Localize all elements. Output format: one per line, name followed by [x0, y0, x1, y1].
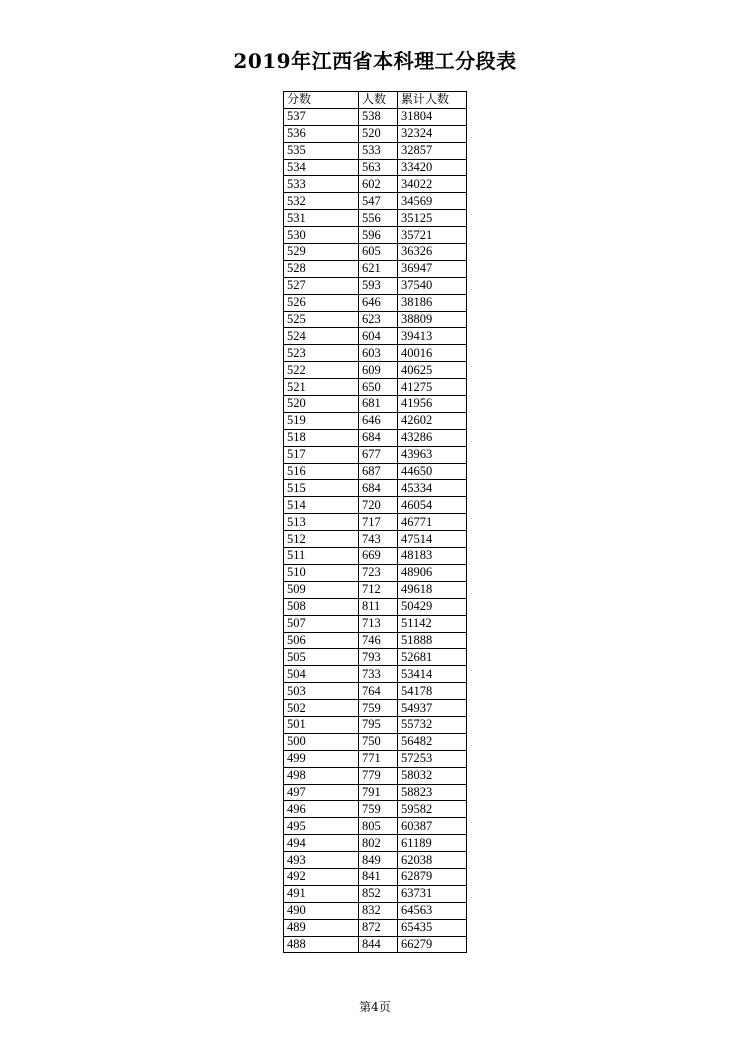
cell-score: 505 [284, 649, 359, 666]
cell-score: 496 [284, 801, 359, 818]
table-row [284, 193, 467, 210]
cell-cumulative: 41275 [398, 379, 467, 396]
table-row [284, 581, 467, 598]
cell-count: 604 [359, 328, 398, 345]
cell-count: 805 [359, 818, 398, 835]
cell-count: 746 [359, 632, 398, 649]
table-row [284, 514, 467, 531]
cell-cumulative: 65435 [398, 919, 467, 936]
cell-score: 506 [284, 632, 359, 649]
cell-score: 492 [284, 868, 359, 885]
table-row [284, 480, 467, 497]
cell-score: 527 [284, 277, 359, 294]
cell-count: 596 [359, 227, 398, 244]
cell-cumulative: 34022 [398, 176, 467, 193]
score-distribution-table [283, 91, 467, 953]
cell-count: 605 [359, 244, 398, 261]
cell-score: 528 [284, 260, 359, 277]
column-header-score: 分数 [284, 92, 359, 109]
cell-count: 669 [359, 548, 398, 565]
cell-score: 512 [284, 531, 359, 548]
table-row [284, 446, 467, 463]
cell-score: 531 [284, 210, 359, 227]
cell-cumulative: 48183 [398, 548, 467, 565]
cell-count: 841 [359, 868, 398, 885]
table-row [284, 531, 467, 548]
cell-cumulative: 37540 [398, 277, 467, 294]
cell-count: 556 [359, 210, 398, 227]
cell-score: 518 [284, 429, 359, 446]
cell-count: 609 [359, 362, 398, 379]
table-row [284, 548, 467, 565]
cell-cumulative: 43963 [398, 446, 467, 463]
table-row [284, 835, 467, 852]
cell-score: 534 [284, 159, 359, 176]
table-row [284, 260, 467, 277]
table-row [284, 497, 467, 514]
cell-cumulative: 56482 [398, 733, 467, 750]
table-row [284, 362, 467, 379]
cell-score: 526 [284, 294, 359, 311]
column-header-cumulative: 累计人数 [398, 92, 467, 109]
cell-count: 733 [359, 666, 398, 683]
table-row [284, 328, 467, 345]
cell-cumulative: 36326 [398, 244, 467, 261]
cell-count: 811 [359, 598, 398, 615]
table-row [284, 379, 467, 396]
table-row [284, 868, 467, 885]
cell-score: 525 [284, 311, 359, 328]
cell-count: 538 [359, 108, 398, 125]
cell-count: 602 [359, 176, 398, 193]
table-header-row [284, 92, 467, 109]
cell-cumulative: 32324 [398, 125, 467, 142]
cell-cumulative: 38186 [398, 294, 467, 311]
cell-score: 524 [284, 328, 359, 345]
cell-cumulative: 46054 [398, 497, 467, 514]
table-row [284, 159, 467, 176]
table-row [284, 666, 467, 683]
cell-cumulative: 59582 [398, 801, 467, 818]
cell-cumulative: 32857 [398, 142, 467, 159]
cell-cumulative: 54937 [398, 700, 467, 717]
cell-score: 521 [284, 379, 359, 396]
cell-count: 684 [359, 429, 398, 446]
cell-cumulative: 54178 [398, 683, 467, 700]
cell-cumulative: 53414 [398, 666, 467, 683]
cell-count: 684 [359, 480, 398, 497]
cell-score: 522 [284, 362, 359, 379]
table-row [284, 564, 467, 581]
table-row [284, 244, 467, 261]
cell-cumulative: 34569 [398, 193, 467, 210]
table-row [284, 818, 467, 835]
cell-score: 520 [284, 396, 359, 413]
cell-count: 603 [359, 345, 398, 362]
cell-count: 771 [359, 750, 398, 767]
cell-cumulative: 60387 [398, 818, 467, 835]
cell-cumulative: 58823 [398, 784, 467, 801]
cell-count: 759 [359, 700, 398, 717]
cell-cumulative: 51888 [398, 632, 467, 649]
cell-cumulative: 38809 [398, 311, 467, 328]
table-row [284, 784, 467, 801]
cell-count: 712 [359, 581, 398, 598]
cell-count: 832 [359, 902, 398, 919]
cell-cumulative: 43286 [398, 429, 467, 446]
table-row [284, 936, 467, 953]
cell-count: 650 [359, 379, 398, 396]
cell-cumulative: 40016 [398, 345, 467, 362]
cell-score: 536 [284, 125, 359, 142]
cell-cumulative: 57253 [398, 750, 467, 767]
cell-score: 513 [284, 514, 359, 531]
cell-cumulative: 35721 [398, 227, 467, 244]
cell-count: 713 [359, 615, 398, 632]
cell-score: 488 [284, 936, 359, 953]
cell-score: 494 [284, 835, 359, 852]
cell-count: 723 [359, 564, 398, 581]
cell-score: 489 [284, 919, 359, 936]
table-row [284, 902, 467, 919]
cell-score: 530 [284, 227, 359, 244]
cell-count: 621 [359, 260, 398, 277]
cell-count: 593 [359, 277, 398, 294]
cell-cumulative: 48906 [398, 564, 467, 581]
cell-score: 493 [284, 852, 359, 869]
table-row [284, 108, 467, 125]
cell-score: 504 [284, 666, 359, 683]
page-title: 2019年江西省本科理工分段表 [233, 49, 517, 73]
table-row [284, 632, 467, 649]
cell-score: 490 [284, 902, 359, 919]
cell-count: 849 [359, 852, 398, 869]
table-row [284, 615, 467, 632]
cell-score: 499 [284, 750, 359, 767]
table-row [284, 125, 467, 142]
table-row [284, 733, 467, 750]
cell-count: 802 [359, 835, 398, 852]
cell-count: 681 [359, 396, 398, 413]
cell-score: 517 [284, 446, 359, 463]
table-row [284, 750, 467, 767]
cell-score: 495 [284, 818, 359, 835]
cell-cumulative: 64563 [398, 902, 467, 919]
cell-score: 491 [284, 885, 359, 902]
cell-cumulative: 61189 [398, 835, 467, 852]
cell-cumulative: 40625 [398, 362, 467, 379]
cell-score: 533 [284, 176, 359, 193]
cell-score: 514 [284, 497, 359, 514]
cell-count: 791 [359, 784, 398, 801]
cell-cumulative: 41956 [398, 396, 467, 413]
cell-cumulative: 42602 [398, 412, 467, 429]
cell-cumulative: 39413 [398, 328, 467, 345]
cell-count: 646 [359, 412, 398, 429]
table-row [284, 683, 467, 700]
table-row [284, 463, 467, 480]
table-row [284, 767, 467, 784]
cell-score: 532 [284, 193, 359, 210]
cell-count: 717 [359, 514, 398, 531]
cell-score: 523 [284, 345, 359, 362]
cell-count: 623 [359, 311, 398, 328]
table-row [284, 210, 467, 227]
cell-score: 507 [284, 615, 359, 632]
table-row [284, 429, 467, 446]
cell-cumulative: 35125 [398, 210, 467, 227]
table-row [284, 176, 467, 193]
cell-cumulative: 33420 [398, 159, 467, 176]
table-row [284, 345, 467, 362]
cell-score: 502 [284, 700, 359, 717]
cell-cumulative: 31804 [398, 108, 467, 125]
cell-cumulative: 36947 [398, 260, 467, 277]
column-header-count: 人数 [359, 92, 398, 109]
cell-score: 515 [284, 480, 359, 497]
cell-score: 509 [284, 581, 359, 598]
cell-cumulative: 63731 [398, 885, 467, 902]
table-row [284, 142, 467, 159]
cell-count: 547 [359, 193, 398, 210]
table-row [284, 412, 467, 429]
cell-count: 793 [359, 649, 398, 666]
table-row [284, 396, 467, 413]
cell-count: 520 [359, 125, 398, 142]
cell-cumulative: 47514 [398, 531, 467, 548]
cell-count: 759 [359, 801, 398, 818]
cell-count: 533 [359, 142, 398, 159]
cell-count: 779 [359, 767, 398, 784]
cell-cumulative: 55732 [398, 716, 467, 733]
table-row [284, 227, 467, 244]
cell-count: 750 [359, 733, 398, 750]
cell-score: 508 [284, 598, 359, 615]
cell-score: 511 [284, 548, 359, 565]
cell-count: 743 [359, 531, 398, 548]
cell-cumulative: 66279 [398, 936, 467, 953]
cell-score: 537 [284, 108, 359, 125]
cell-score: 498 [284, 767, 359, 784]
cell-score: 510 [284, 564, 359, 581]
table-row [284, 716, 467, 733]
cell-score: 529 [284, 244, 359, 261]
cell-count: 720 [359, 497, 398, 514]
cell-score: 497 [284, 784, 359, 801]
table-row [284, 852, 467, 869]
cell-count: 677 [359, 446, 398, 463]
table-row [284, 801, 467, 818]
table-row [284, 919, 467, 936]
cell-cumulative: 58032 [398, 767, 467, 784]
cell-count: 872 [359, 919, 398, 936]
table-row [284, 700, 467, 717]
cell-cumulative: 52681 [398, 649, 467, 666]
table-row [284, 885, 467, 902]
cell-score: 501 [284, 716, 359, 733]
cell-cumulative: 51142 [398, 615, 467, 632]
cell-cumulative: 62879 [398, 868, 467, 885]
table-row [284, 294, 467, 311]
cell-cumulative: 45334 [398, 480, 467, 497]
cell-count: 795 [359, 716, 398, 733]
table-row [284, 598, 467, 615]
cell-cumulative: 50429 [398, 598, 467, 615]
cell-count: 764 [359, 683, 398, 700]
table-row [284, 277, 467, 294]
cell-cumulative: 62038 [398, 852, 467, 869]
cell-cumulative: 46771 [398, 514, 467, 531]
cell-score: 535 [284, 142, 359, 159]
cell-cumulative: 44650 [398, 463, 467, 480]
cell-score: 516 [284, 463, 359, 480]
cell-count: 646 [359, 294, 398, 311]
cell-score: 519 [284, 412, 359, 429]
table-row [284, 649, 467, 666]
cell-count: 563 [359, 159, 398, 176]
cell-cumulative: 49618 [398, 581, 467, 598]
cell-count: 852 [359, 885, 398, 902]
table-row [284, 311, 467, 328]
page-number: 第4页 [359, 1000, 391, 1014]
cell-count: 844 [359, 936, 398, 953]
cell-score: 500 [284, 733, 359, 750]
table-body [284, 108, 467, 953]
cell-count: 687 [359, 463, 398, 480]
cell-score: 503 [284, 683, 359, 700]
